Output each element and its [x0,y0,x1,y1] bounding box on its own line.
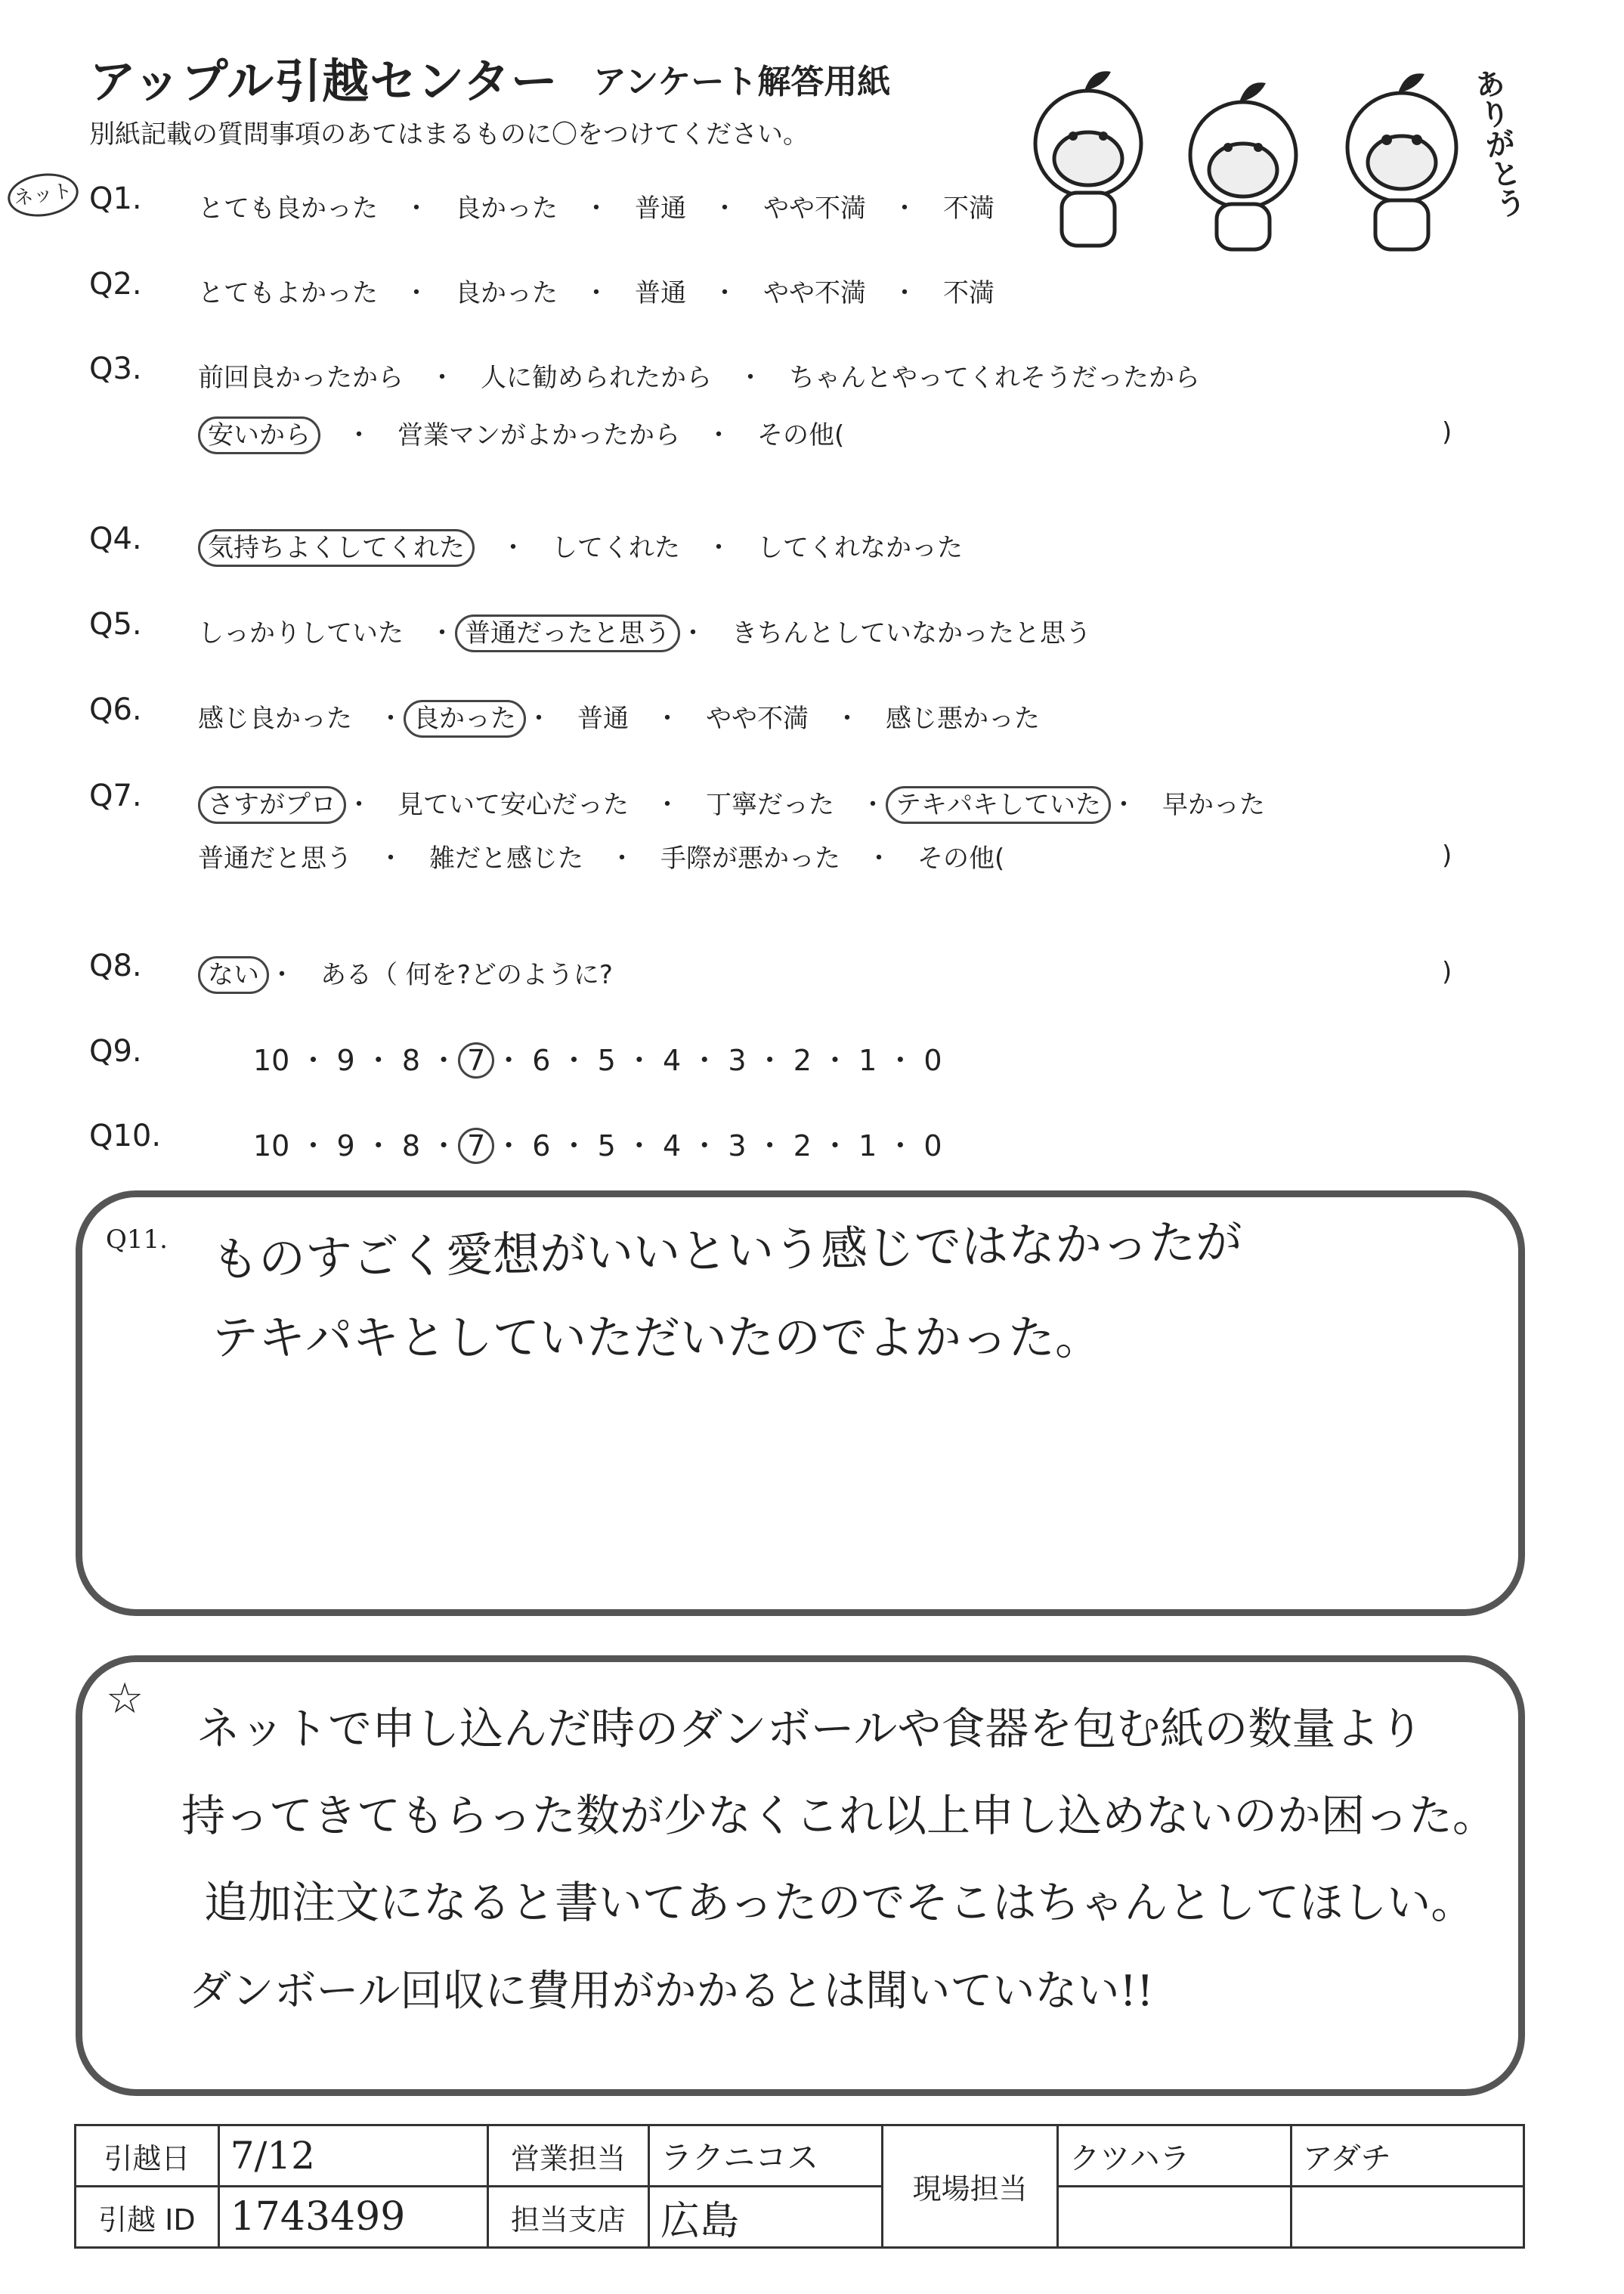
q9-score[interactable]: 10 [253,1044,290,1077]
q4-options: 気持ちよくしてくれた ・ してくれた ・ してくれなかった [198,527,963,564]
q9-score[interactable]: 4 [662,1044,682,1077]
thanks-text: ありがとう [1467,66,1528,221]
q3-options: 前回良かったから ・ 人に勧められたから ・ ちゃんとやってくれそうだったから [198,363,1200,393]
q10-score[interactable]: 0 [923,1129,942,1162]
q9-scale: 10 ・ 9 ・ 8 ・ 7 ・ 6 ・ 5 ・ 4 ・ 3 ・ 2 ・ 1 ・ 0 [253,1044,942,1077]
q2-options: とてもよかった ・ 良かった ・ 普通 ・ やや不満 ・ 不満 [198,278,995,308]
q2-label: Q2. [89,267,142,302]
page-title: アップル引越センター [89,54,558,109]
sales-label: 営業担当 [487,2125,648,2187]
instruction-text: 別紙記載の質問事項のあてはまるものに〇をつけてください。 [89,119,809,150]
branch-label: 担当支店 [487,2187,648,2248]
footer-info-table [74,2124,1525,2249]
q9-score[interactable]: 3 [728,1044,747,1077]
q5-label: Q5. [89,607,142,642]
q7-option[interactable]: その他( [917,844,1005,874]
q1-label: Q1. [89,181,142,216]
q7-option[interactable]: 雑だと感じた [429,844,583,874]
q7-option-selected[interactable]: テキパキしていた [886,786,1111,824]
q3-options-line2: 安いから ・ 営業マンがよかったから ・ その他( [198,414,844,451]
q7-option[interactable]: 早かった [1162,790,1265,820]
q9-score[interactable]: 1 [858,1044,877,1077]
q6-options: 感じ良かった ・ 良かった ・ 普通 ・ やや不満 ・ 感じ悪かった [198,698,1040,735]
q3-option[interactable]: 人に勧められたから [481,363,712,393]
q7-option[interactable]: 見ていて安心だった [397,790,629,820]
site-label: 現場担当 [882,2125,1057,2248]
q9-score-selected[interactable]: 7 [458,1042,494,1079]
q10-score[interactable]: 1 [858,1129,877,1162]
site-staff-empty [1291,2187,1523,2248]
q7-options: さすがプロ ・ 見ていて安心だった ・ 丁寧だった ・ テキパキしていた ・ 早かった [198,784,1265,821]
q9-score[interactable]: 6 [532,1044,551,1077]
q1-option[interactable]: 良かった [455,193,558,224]
sales-value: ラクニコス [649,2125,883,2187]
free-comment-line: 持ってきてもらった数が少なくこれ以上申し込めないのか困った。 [181,1790,1497,1841]
q8-option[interactable]: ある（ 何を?どのように? [320,960,613,990]
monkey-mascots-icon [1005,53,1534,257]
q11-comment-line: ものすごく愛想がいいという感じではなかったが [211,1214,1243,1287]
q10-scale: 10 ・ 9 ・ 8 ・ 7 ・ 6 ・ 5 ・ 4 ・ 3 ・ 2 ・ 1 ・ 0 [253,1129,942,1162]
q6-option[interactable]: やや不満 [706,704,809,734]
q10-score[interactable]: 9 [336,1129,355,1162]
move-id-value: 1743499 [218,2187,487,2248]
q6-option[interactable]: 感じ良かった [198,704,352,734]
q8-label: Q8. [89,949,142,983]
q9-label: Q9. [89,1034,142,1069]
q2-option[interactable]: 普通 [635,278,686,308]
q10-score[interactable]: 3 [728,1129,747,1162]
move-date-label: 引越日 [76,2125,219,2187]
q5-options: しっかりしていた ・ 普通だったと思う ・ きちんとしていなかったと思う [198,612,1091,649]
q8-options: ない ・ ある（ 何を?どのように? [198,954,613,991]
mascot-illustrations [1005,53,1534,257]
free-comment-line: ネットで申し込んだ時のダンボールや食器を包む紙の数量より [196,1703,1424,1754]
q3-option[interactable]: ちゃんとやってくれそうだったから [789,363,1200,393]
q10-score[interactable]: 4 [662,1129,682,1162]
q3-option-selected[interactable]: 安いから [198,416,320,454]
q7-option-selected[interactable]: さすがプロ [198,786,346,824]
move-id-label: 引越 ID [76,2187,219,2248]
q4-option[interactable]: してくれた [552,533,680,563]
free-comment-line: ダンボール回収に費用がかかるとは聞いていない!! [189,1967,1154,2016]
q6-option-selected[interactable]: 良かった [404,700,526,738]
star-icon: ☆ [106,1674,144,1723]
q10-score[interactable]: 8 [401,1129,421,1162]
q2-option[interactable]: やや不満 [763,278,866,308]
branch-value: 広島 [649,2187,883,2248]
q10-score-selected[interactable]: 7 [458,1128,494,1164]
q2-option[interactable]: とてもよかった [198,278,378,308]
q8-paren: ) [1442,957,1452,987]
q9-score[interactable]: 5 [597,1044,616,1077]
q3-option[interactable]: 前回良かったから [198,363,404,393]
free-comment-line: 追加注文になると書いてあったのでそこはちゃんとしてほしい。 [204,1877,1475,1928]
q7-options-line2: 普通だと思う ・ 雑だと感じた ・ 手際が悪かった ・ その他( [198,844,1005,874]
q9-score[interactable]: 9 [336,1044,355,1077]
net-tag-handwritten: ネット [5,169,82,221]
q7-option[interactable]: 普通だと思う [198,844,352,874]
q4-option[interactable]: してくれなかった [757,533,963,563]
q5-option[interactable]: きちんとしていなかったと思う [732,618,1091,649]
q4-label: Q4. [89,522,142,556]
q10-score[interactable]: 5 [597,1129,616,1162]
q10-score[interactable]: 6 [532,1129,551,1162]
q10-label: Q10. [89,1119,162,1153]
site-staff-2: アダチ [1291,2125,1523,2187]
q11-label: Q11. [106,1224,168,1255]
q3-option[interactable]: その他( [757,420,845,450]
site-staff-1: クツハラ [1058,2125,1291,2187]
q9-score[interactable]: 2 [793,1044,812,1077]
move-date-value: 7/12 [218,2125,487,2187]
q7-paren: ) [1442,841,1452,871]
q3-label: Q3. [89,351,142,386]
q1-options: とても良かった ・ 良かった ・ 普通 ・ やや不満 ・ 不満 [198,193,995,224]
q1-option[interactable]: 不満 [943,193,995,224]
q11-comment-line: テキパキとしていただいたのでよかった。 [212,1310,1103,1365]
q6-option[interactable]: 感じ悪かった [886,704,1040,734]
q2-option[interactable]: 不満 [943,278,995,308]
q5-option-selected[interactable]: 普通だったと思う [455,615,680,652]
q1-option[interactable]: とても良かった [198,193,378,224]
q3-option[interactable]: 営業マンがよかったから [397,420,680,450]
site-staff-empty [1058,2187,1291,2248]
q2-option[interactable]: 良かった [455,278,558,308]
q7-label: Q7. [89,779,142,813]
q9-score[interactable]: 8 [401,1044,421,1077]
q4-option-selected[interactable]: 気持ちよくしてくれた [198,529,475,567]
q1-option[interactable]: やや不満 [763,193,866,224]
q8-option-selected[interactable]: ない [198,956,269,994]
q3-paren: ) [1442,417,1452,447]
q7-option[interactable]: 丁寧だった [706,790,834,820]
q7-option[interactable]: 手際が悪かった [660,844,840,874]
q6-label: Q6. [89,692,142,727]
q5-option[interactable]: しっかりしていた [198,618,404,649]
q1-option[interactable]: 普通 [635,193,686,224]
q9-score[interactable]: 0 [923,1044,942,1077]
q10-score[interactable]: 2 [793,1129,812,1162]
q6-option[interactable]: 普通 [577,704,629,734]
page-subtitle: アンケート解答用紙 [593,63,891,101]
q10-score[interactable]: 10 [253,1129,290,1162]
